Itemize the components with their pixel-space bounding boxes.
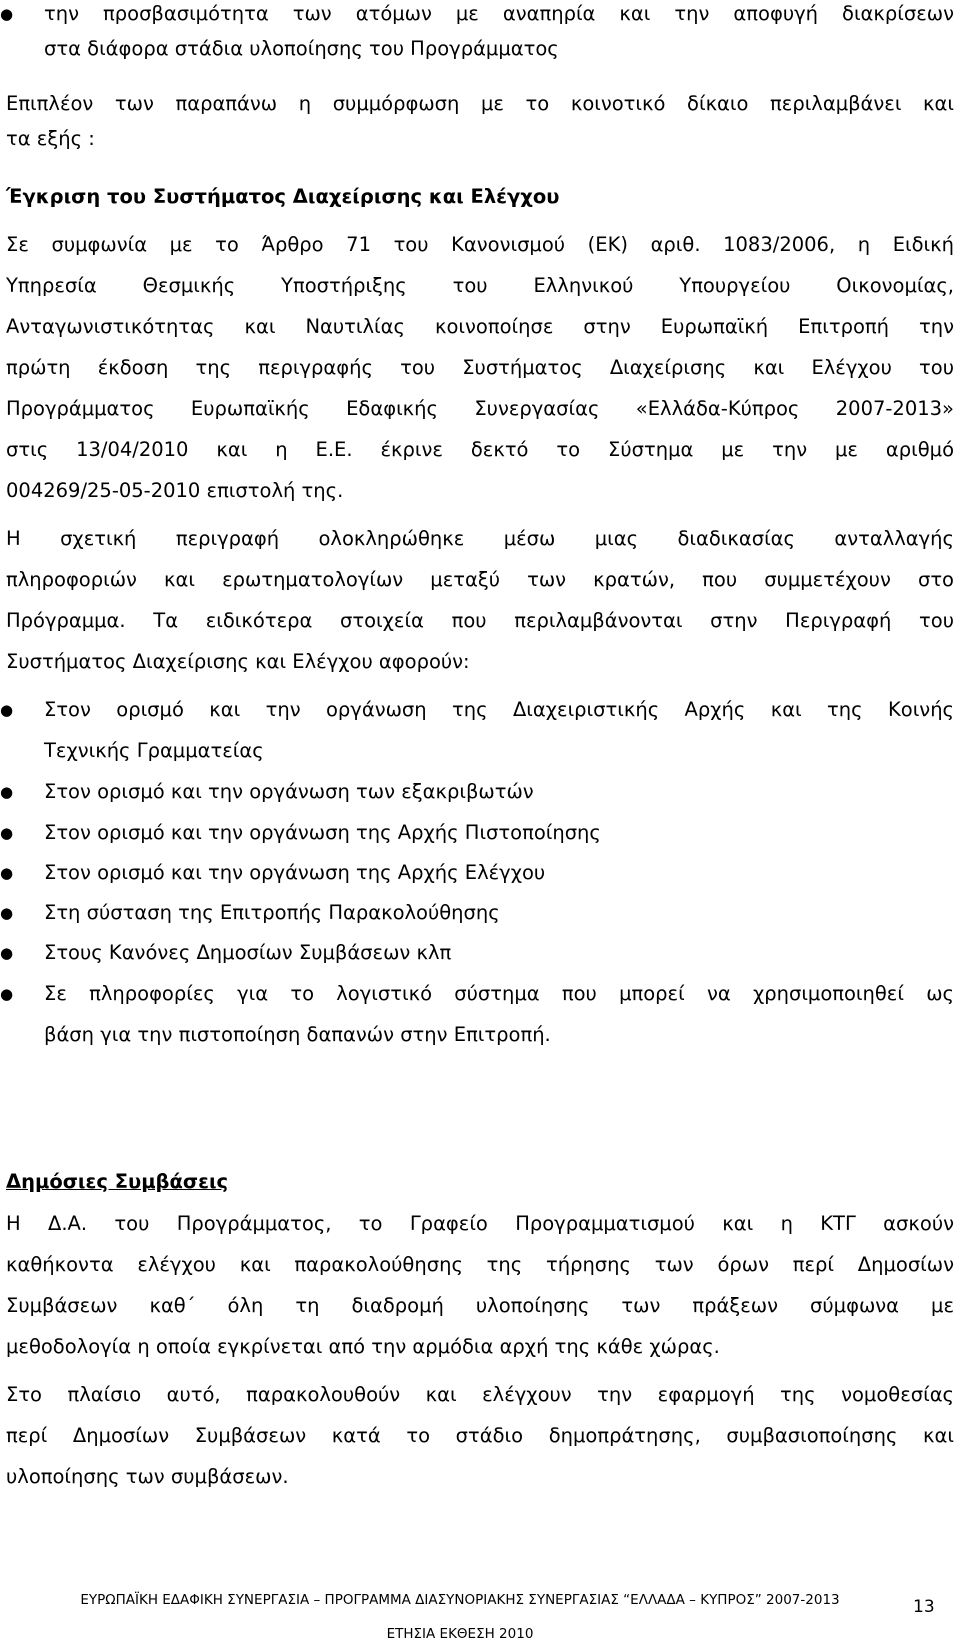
footer-subtitle: ΕΤΗΣΙΑ ΕΚΘΕΣΗ 2010 [386, 1626, 534, 1642]
bullet-icon: ● [0, 783, 14, 801]
para1-line-2: Υπηρεσία Θεσμικής Υποστήριξης του Ελληνικού Υπουργείου Οικονομίας, [6, 274, 954, 297]
para1-line-3: Ανταγωνιστικότητας και Ναυτιλίας κοινοποίησε στην Ευρωπαϊκή Επιτροπή την [6, 315, 954, 338]
list-item-6: Στους Κανόνες Δημοσίων Συμβάσεων κλπ [44, 941, 452, 964]
list-item-1-line-2: Τεχνικής Γραμματείας [44, 739, 264, 762]
bullet-icon: ● [0, 985, 14, 1003]
bullet-icon: ● [0, 864, 14, 882]
para3-line-3: Συμβάσεων καθ΄ όλη τη διαδρομή υλοποίησης των πράξεων σύμφωνα με [6, 1294, 954, 1317]
list-item-2: Στον ορισμό και την οργάνωση των εξακριβωτών [44, 780, 534, 803]
para2-line-4: Συστήματος Διαχείρισης και Ελέγχου αφορούν: [6, 650, 470, 673]
list-item-1-line-1: Στον ορισμό και την οργάνωση της Διαχειριστικής Αρχής και της Κοινής [44, 698, 954, 721]
para1-line-1: Σε συμφωνία με το Άρθρο 71 του Κανονισμού (ΕΚ) αριθ. 1083/2006, η Ειδική [6, 233, 954, 256]
list-item-3: Στον ορισμό και την οργάνωση της Αρχής Πιστοποίησης [44, 821, 601, 844]
para4-line-3: υλοποίησης των συμβάσεων. [6, 1465, 289, 1488]
bullet-top-line-1: την προσβασιμότητα των ατόμων με αναπηρία και την αποφυγή διακρίσεων [44, 2, 954, 25]
bullet-icon: ● [0, 944, 14, 962]
bullet-top-line-2: στα διάφορα στάδια υλοποίησης του Προγράμματος [44, 37, 559, 60]
para1-line-6: στις 13/04/2010 και η Ε.Ε. έκρινε δεκτό το Σύστημα με την με αριθμό [6, 438, 954, 461]
list-item-7-line-2: βάση για την πιστοποίηση δαπανών στην Επιτροπή. [44, 1023, 551, 1046]
para4-line-1: Στο πλαίσιο αυτό, παρακολουθούν και ελέγχουν την εφαρμογή της νομοθεσίας [6, 1383, 954, 1406]
footer-title: ΕΥΡΩΠΑΪΚΗ ΕΔΑΦΙΚΗ ΣΥΝΕΡΓΑΣΙΑ – ΠΡΟΓΡΑΜΜΑ ΔΙΑΣΥΝΟΡΙΑΚΗΣ ΣΥΝΕΡΓΑΣΙΑΣ “ΕΛΛΑΔΑ – ΚΥΠΡΟΣ” 2007-2013 [80, 1592, 840, 1608]
list-item-7-line-1: Σε πληροφορίες για το λογιστικό σύστημα που μπορεί να χρησιμοποιηθεί ως [44, 982, 954, 1005]
list-item-4: Στον ορισμό και την οργάνωση της Αρχής Ελέγχου [44, 861, 546, 884]
section-heading-public-contracts: Δημόσιες Συμβάσεις [6, 1170, 229, 1193]
para3-line-2: καθήκοντα ελέγχου και παρακολούθησης της τήρησης των όρων περί Δημοσίων [6, 1253, 954, 1276]
bullet-icon: ● [0, 701, 14, 719]
para1-line-5: Προγράμματος Ευρωπαϊκής Εδαφικής Συνεργασίας «Ελλάδα-Κύπρος 2007-2013» [6, 397, 954, 420]
bullet-icon: ● [0, 904, 14, 922]
para1-line-4: πρώτη έκδοση της περιγραφής του Συστήματος Διαχείρισης και Ελέγχου του [6, 356, 954, 379]
para3-line-1: Η Δ.Α. του Προγράμματος, το Γραφείο Προγραμματισμού και η ΚΤΓ ασκούν [6, 1212, 954, 1235]
para3-line-4: μεθοδολογία η οποία εγκρίνεται από την αρμόδια αρχή της κάθε χώρας. [6, 1335, 720, 1358]
para4-line-2: περί Δημοσίων Συμβάσεων κατά το στάδιο δημοπράτησης, συμβασιοποίησης και [6, 1424, 954, 1447]
intro-line-2: τα εξής : [6, 127, 95, 150]
section-heading-system-approval: Έγκριση του Συστήματος Διαχείρισης και Ελέγχου [6, 185, 560, 208]
bullet-icon: ● [0, 824, 14, 842]
page-number: 13 [913, 1597, 935, 1617]
para2-line-2: πληροφοριών και ερωτηματολογίων μεταξύ των κρατών, που συμμετέχουν στο [6, 568, 954, 591]
para2-line-1: Η σχετική περιγραφή ολοκληρώθηκε μέσω μιας διαδικασίας ανταλλαγής [6, 527, 954, 550]
list-item-5: Στη σύσταση της Επιτροπής Παρακολούθησης [44, 901, 500, 924]
para2-line-3: Πρόγραμμα. Τα ειδικότερα στοιχεία που περιλαμβάνονται στην Περιγραφή του [6, 609, 954, 632]
para1-line-7: 004269/25-05-2010 επιστολή της. [6, 479, 344, 502]
intro-line-1: Επιπλέον των παραπάνω η συμμόρφωση με το κοινοτικό δίκαιο περιλαμβάνει και [6, 92, 954, 115]
bullet-icon: ● [0, 5, 14, 23]
